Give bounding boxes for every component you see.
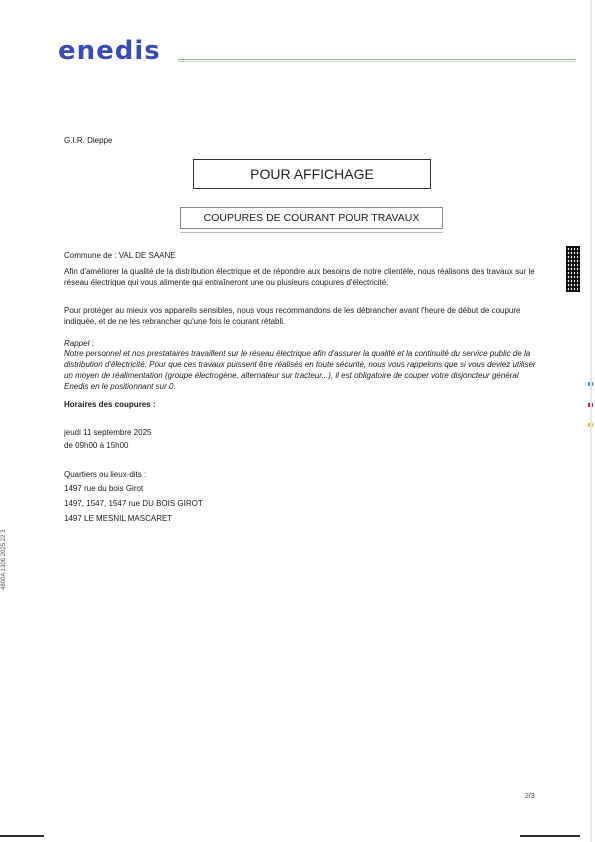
sender-label: G.I.R. Dieppe [64,136,113,145]
scan-edge-mark-left [0,835,44,837]
header-divider [178,59,576,60]
side-reference-code: 4800A 1306 2025 22 3 [1,529,7,590]
subtitle-underline [180,232,443,233]
paragraph-advice: Pour protéger au mieux vos appareils sensibles, nous vous recommandons de les débrancher avant l'heure de début de coupure indiquée, et de ne les rebrancher qu'une fois le courant rétabli. [64,306,521,326]
location-item: 1497 LE MESNIL MASCARET [64,514,173,523]
scan-edge-shadow [590,0,592,842]
schedule-heading: Horaires des coupures : [64,400,156,409]
schedule-time: de 09h00 à 15h00 [64,441,129,450]
notice-subtitle: COUPURES DE COURANT POUR TRAVAUX [203,212,420,224]
schedule-date: jeudi 11 septembre 2025 [64,428,152,437]
qr-code [566,246,580,292]
location-item: 1497 rue du bois Girot [64,484,144,493]
commune-line: Commune de : VAL DE SAANE [64,251,176,260]
paragraph-intro: Afin d'améliorer la qualité de la distribution électrique et de répondre aux besoins de notre clientèle, nous réalisons des travaux sur le réseau électrique qui vous alimente qui entraîneront une ou plusieurs coupures d'électricité. [64,267,535,287]
enedis-logo: enedis [58,36,161,66]
location-item: 1497, 1547, 1547 rue DU BOIS GIROT [64,499,203,508]
notice-title: POUR AFFICHAGE [250,166,374,182]
page-number: 2/3 [525,793,535,800]
reminder-label: Rappel : [64,339,94,348]
notice-subtitle-box [180,207,443,229]
scan-edge-mark-right [520,835,580,837]
header-divider-secondary [178,61,576,62]
reminder-text: Notre personnel et nos prestataires travaillent sur le réseau électrique afin d'assurer la qualité et la continuité du service public de la distribution d'électricité. Pour que ces travaux puissent être réalisés en toute sécurité, nous vous rappelons que si vous deviez utiliser un moyen de réalimentation (groupe électrogène, alternateur sur tracteur...), il est obligatoire de couper votre disjoncteur général Enedis en le positionnant sur 0. [64,349,536,391]
notice-title-box [193,159,431,189]
locations-heading: Quartiers ou lieux-dits : [64,470,147,479]
